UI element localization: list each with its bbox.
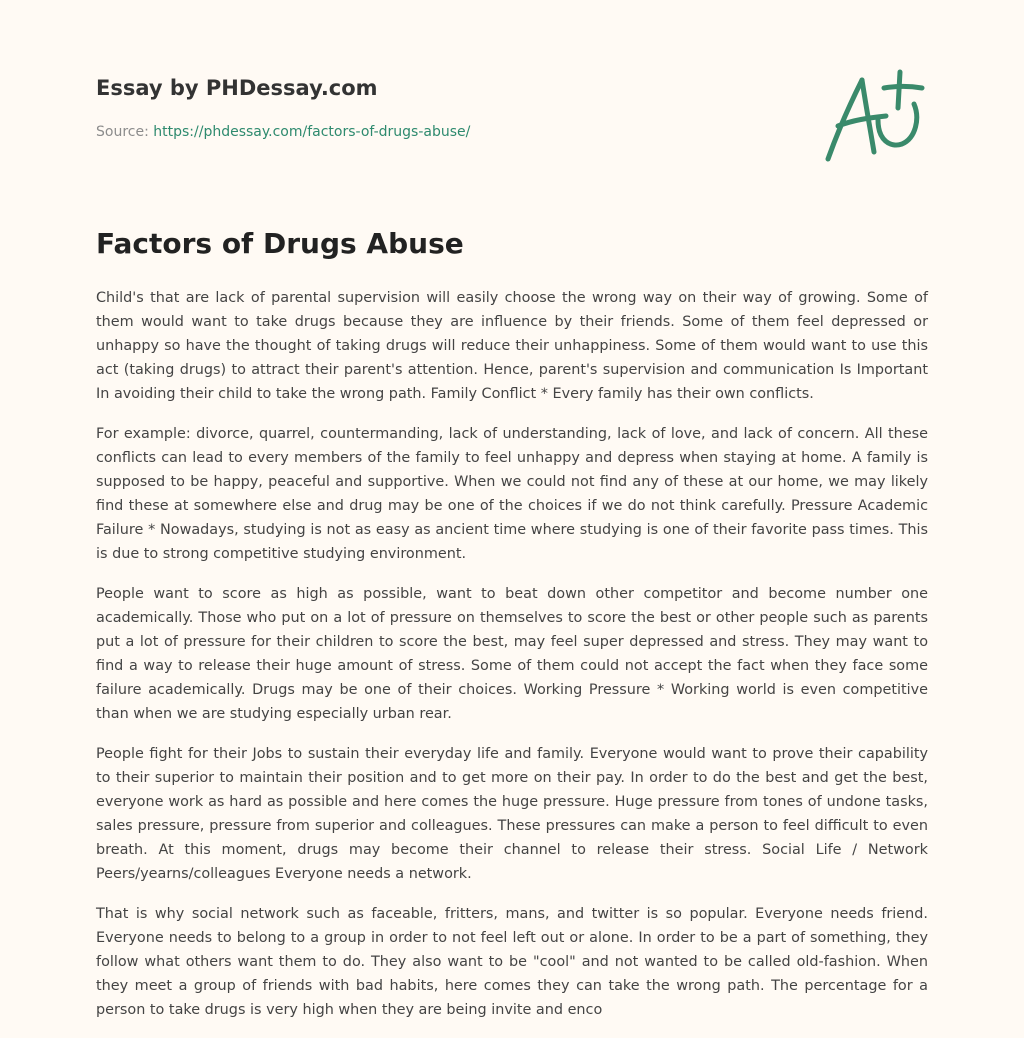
- site-title: Essay by PHDessay.com: [96, 76, 378, 100]
- a-plus-logo-icon: [818, 66, 928, 166]
- paragraph: People fight for their Jobs to sustain their everyday life and family. Everyone would want to prove their capability to their superior to maintain their position and to get more on their pay. In order to do the best and get the best, everyone work as hard as possible and here comes the huge pressure. Huge pressure from tones of undone tasks, sales pressure, pressure from superior and colleagues. These pressures can make a person to feel difficult to even breath. At this moment, drugs may become their channel to release their stress. Social Life / Network Peers/yearns/colleagues Everyone needs a network.: [96, 746, 928, 882]
- essay-body: [96, 286, 928, 1038]
- source-line: [96, 124, 470, 140]
- source-link[interactable]: https://phdessay.com/factors-of-drugs-abuse/: [153, 124, 471, 140]
- paragraph: That is why social network such as faceable, fritters, mans, and twitter is so popular. Everyone needs friend. Everyone needs to belong to a group in order to not feel left out or alone. In order to be a part of something, they follow what others want them to do. They also want to be "cool" and not wanted to be called old-fashion. When they meet a group of friends with bad habits, here comes they can take the wrong path. The percentage for a person to take drugs is very high when they are being invite and enco: [96, 906, 928, 1018]
- paragraph: For example: divorce, quarrel, countermanding, lack of understanding, lack of love, and lack of concern. All these conflicts can lead to every members of the family to feel unhappy and depress when staying at home. A family is supposed to be happy, peaceful and supportive. When we could not find any of these at our home, we may likely find these at somewhere else and drug may be one of the choices if we do not think carefully. Pressure Academic Failure * Nowadays, studying is not as easy as ancient time where studying is one of their favorite pass times. This is due to strong competitive studying environment.: [96, 426, 928, 562]
- paragraph: Child's that are lack of parental supervision will easily choose the wrong way on their way of growing. Some of them would want to take drugs because they are influence by their friends. Some of them feel depressed or unhappy so have the thought of taking drugs will reduce their unhappiness. Some of them would want to use this act (taking drugs) to attract their parent's attention. Hence, parent's supervision and communication Is Important In avoiding their child to take the wrong path. Family Conflict * Every family has their own conflicts.: [96, 290, 928, 402]
- essay-title: Factors of Drugs Abuse: [96, 227, 464, 260]
- source-label: Source:: [96, 124, 149, 140]
- paragraph: People want to score as high as possible, want to beat down other competitor and become number one academically. Those who put on a lot of pressure on themselves to score the best or other people such as parents put a lot of pressure for their children to score the best, may feel super depressed and stress. They may want to find a way to release their huge amount of stress. Some of them could not accept the fact when they face some failure academically. Drugs may be one of their choices. Working Pressure * Working world is even competitive than when we are studying especially urban rear.: [96, 586, 928, 722]
